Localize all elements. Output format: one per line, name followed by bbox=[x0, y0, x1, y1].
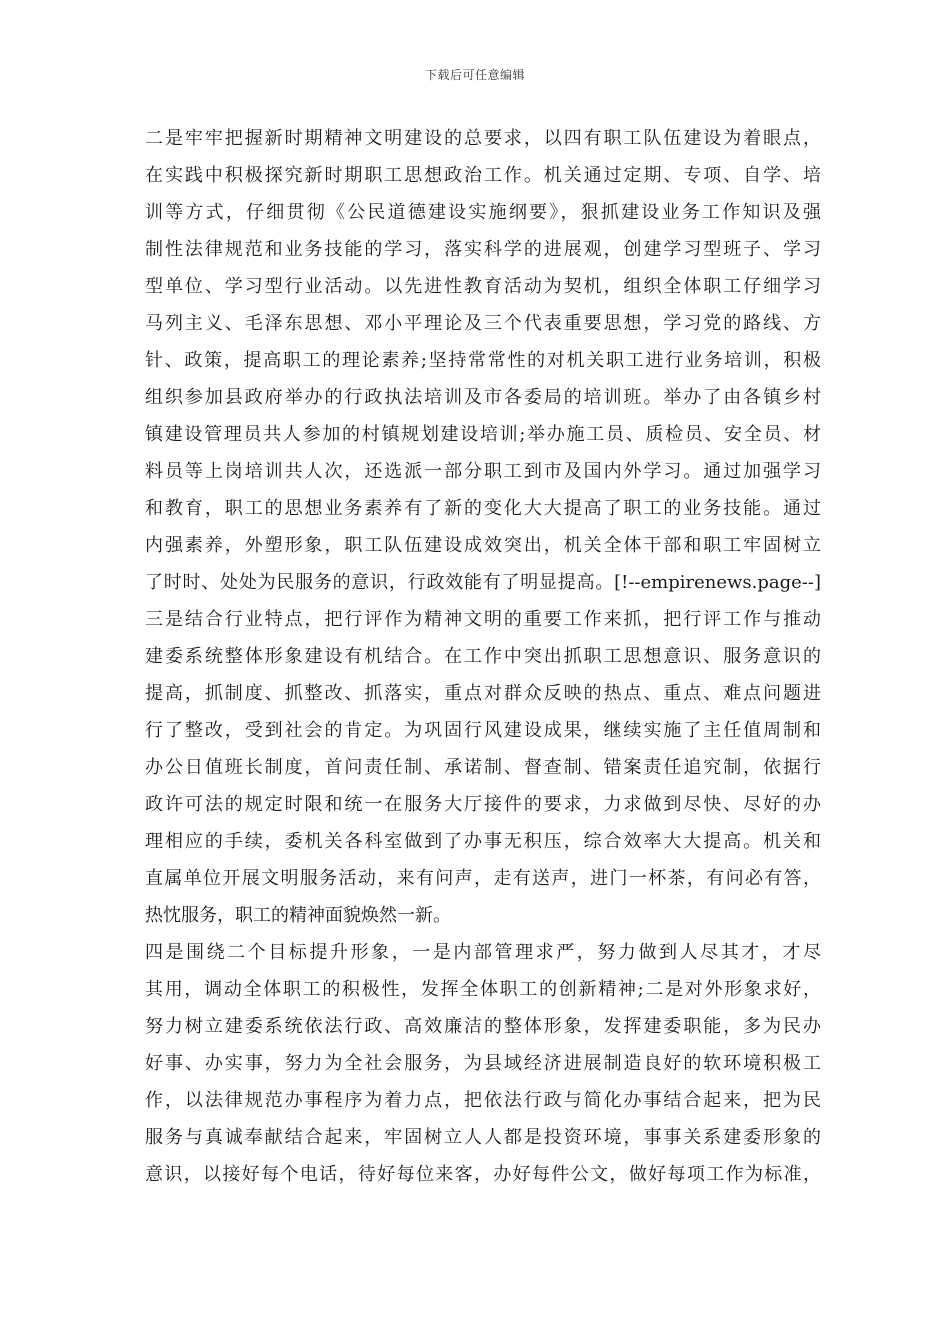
text-line: 政许可法的规定时限和统一在服务大厅接件的要求，力求做到尽快、尽好的办 bbox=[145, 794, 821, 815]
text-line: 意识，以接好每个电话，待好每位来客，办好每件公文，做好每项工作为标准， bbox=[145, 1164, 821, 1185]
text-line: 组织参加县政府举办的行政执法培训及市各委局的培训班。举办了由各镇乡村 bbox=[145, 387, 821, 408]
document-body bbox=[145, 120, 821, 1193]
text-line: 努力树立建委系统依法行政、高效廉洁的整体形象，发挥建委职能，多为民办 bbox=[145, 1016, 821, 1037]
text-line: 好事、办实事，努力为全社会服务，为县域经济进展制造良好的软环境积极工 bbox=[145, 1053, 821, 1074]
text-line: 四是围绕二个目标提升形象，一是内部管理求严，努力做到人尽其才，才尽 bbox=[145, 942, 821, 963]
text-line: 料员等上岗培训共人次，还选派一部分职工到市及国内外学习。通过加强学习 bbox=[145, 461, 821, 482]
text-line: 三是结合行业特点，把行评作为精神文明的重要工作来抓，把行评工作与推动 bbox=[145, 609, 821, 630]
text-line: 热忱服务，职工的精神面貌焕然一新。 bbox=[145, 905, 451, 926]
text-line: 马列主义、毛泽东思想、邓小平理论及三个代表重要思想，学习党的路线、方 bbox=[145, 313, 821, 334]
text-line: 理相应的手续，委机关各科室做到了办事无积压，综合效率大大提高。机关和 bbox=[145, 831, 821, 852]
text-line: 二是牢牢把握新时期精神文明建设的总要求，以四有职工队伍建设为着眼点， bbox=[145, 128, 821, 149]
text-line: 内强素养，外塑形象，职工队伍建设成效突出，机关全体干部和职工牢固树立 bbox=[145, 535, 821, 556]
text-line: 其用，调动全体职工的积极性，发挥全体职工的创新精神;二是对外形象求好， bbox=[145, 979, 821, 1000]
text-line: 提高，抓制度、抓整改、抓落实，重点对群众反映的热点、重点、难点问题进 bbox=[145, 683, 821, 704]
text-line: 了时时、处处为民服务的意识，行政效能有了明显提高。[!--empirenews.page--] bbox=[145, 572, 821, 593]
text-line: 作，以法律规范办事程序为着力点，把依法行政与简化办事结合起来，把为民 bbox=[145, 1090, 821, 1111]
text-line: 在实践中积极探究新时期职工思想政治工作。机关通过定期、专项、自学、培 bbox=[145, 165, 821, 186]
text-line: 和教育，职工的思想业务素养有了新的变化大大提高了职工的业务技能。通过 bbox=[145, 498, 821, 519]
text-line: 行了整改，受到社会的肯定。为巩固行风建设成果，继续实施了主任值周制和 bbox=[145, 720, 821, 741]
text-line: 型单位、学习型行业活动。以先进性教育活动为契机，组织全体职工仔细学习 bbox=[145, 276, 821, 297]
text-line: 建委系统整体形象建设有机结合。在工作中突出抓职工思想意识、服务意识的 bbox=[145, 646, 821, 667]
page-header: 下载后可任意编辑 bbox=[424, 68, 525, 82]
text-line: 针、政策，提高职工的理论素养;坚持常常性的对机关职工进行业务培训，积极 bbox=[145, 350, 821, 371]
text-line: 服务与真诚奉献结合起来，牢固树立人人都是投资环境，事事关系建委形象的 bbox=[145, 1127, 821, 1148]
text-line: 镇建设管理员共人参加的村镇规划建设培训;举办施工员、质检员、安全员、材 bbox=[145, 424, 821, 445]
text-line: 办公日值班长制度，首问责任制、承诺制、督查制、错案责任追究制，依据行 bbox=[145, 757, 821, 778]
text-line: 直属单位开展文明服务活动，来有问声，走有送声，进门一杯茶，有问必有答， bbox=[145, 868, 821, 889]
text-line: 训等方式，仔细贯彻《公民道德建设实施纲要》，狠抓建设业务工作知识及强 bbox=[145, 202, 821, 223]
text-line: 制性法律规范和业务技能的学习，落实科学的进展观，创建学习型班子、学习 bbox=[145, 239, 821, 260]
